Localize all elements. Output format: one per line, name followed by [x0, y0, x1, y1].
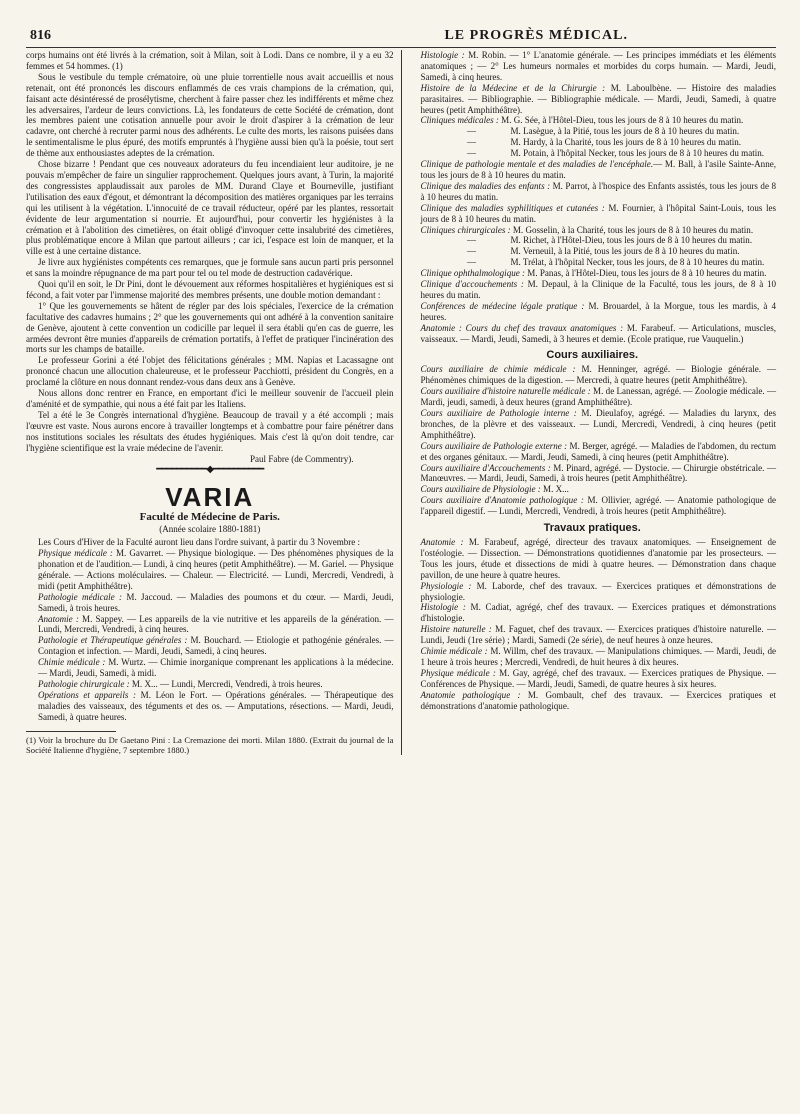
- clinic-entry-text: M. Farabeuf. — Articulations, muscles, vaisseaux. — Mardi, Jeudi, Samedi, à 3 heures et demie. (Ecole pratique, rue Vauquelin.): [420, 322, 776, 344]
- auxiliary-entry-text: M. Pinard, agrégé. — Dystocie. — Chirurgie obstétricale. — Manœuvres. — Mardi, Jeudi, Samedi, à trois heures (petit Amphithéâtre).: [420, 462, 776, 484]
- clinic-entry-heading: —: [466, 235, 477, 246]
- running-head: [26, 28, 776, 48]
- clinics-list: [409, 50, 777, 344]
- auxiliary-entry-text: M. Henninger, agrégé. — Biologie générale. — Phénomènes chimiques de la digestion. — Mercredi, à quatre heures (petit Amphithéâtre).: [420, 364, 776, 386]
- practical-entry-heading: Anatomie pathologique :: [420, 689, 521, 700]
- practical-entry-heading: Physiologie :: [420, 580, 472, 591]
- clinic-entry-heading: Cliniques médicales :: [420, 115, 499, 126]
- clinic-entry-text: M. Gosselin, à la Charité, tous les jours de 8 à 10 heures du matin.: [510, 224, 754, 235]
- clinic-entry-text: M. Lasègue, à la Pitié, tous les jours de 8 à 10 heures du matin.: [510, 126, 740, 137]
- clinic-entry-text: M. Fournier, à l'hôpital Saint-Louis, tous les jours de 8 à 10 heures du matin.: [420, 202, 777, 224]
- paragraph-gorini: Le professeur Gorini a été l'objet des félicitations générales ; MM. Napias et Lacassagne ont prononcé chacun une allocution chaleureuse, et le professeur Pacchiotti, président du Congrès, en a proclamé la clôture en nous donnant rendez-vous dans deux ans à Genève.: [26, 355, 394, 388]
- paragraph-motion: 1° Que les gouvernements se hâtent de régler par des lois spéciales, l'exercice de la crémation facultative des cadavres humains ; 2° que les gouvernements qui ont adhéré à la convention sanitaire de Genève, ajoutent à cette convention un codicille par lequel il sera établi qu'en cas de guerre, les armées devront être munies d'appareils de crémation portatifs, à l'effet de pratiquer l'incinération des morts sur les champs de bataille.: [26, 300, 394, 355]
- clinic-entry-text: M. Richet, à l'Hôtel-Dieu, tous les jours de 8 à 10 heures du matin.: [510, 235, 753, 246]
- practical-entry: [409, 602, 777, 624]
- clinic-entry-heading: Anatomie : Cours du chef des travaux anatomiques :: [420, 322, 624, 333]
- course-entry-text: M. Sappey. — Les appareils de la vie nutritive et les appareils de la génération. — Lundi, Mercredi, Vendredi, à cinq heures.: [38, 613, 394, 635]
- clinic-entry-heading: —: [466, 148, 477, 159]
- clinic-entry-heading: Clinique des maladies des enfants :: [420, 180, 551, 191]
- auxiliary-entry-text: M. Dieulafoy, agrégé. — Maladies du larynx, des bronches, de la plèvre et des vaisseaux. — Lundi, Mercredi, Vendredi, à cinq heures (petit Amphithéâtre).: [420, 408, 776, 440]
- clinic-entry: [409, 126, 777, 137]
- clinic-entry-heading: Clinique ophthalmologique :: [420, 268, 526, 279]
- clinic-entry-text: M. Panas, à l'Hôtel-Dieu, tous les jours de 8 à 10 heures du matin.: [525, 268, 767, 279]
- practical-entry-heading: Histologie :: [420, 602, 466, 613]
- clinic-entry: [409, 301, 777, 323]
- course-entry-heading: Pathologie et Thérapeutique générales :: [38, 635, 188, 646]
- clinic-entry-heading: —: [466, 257, 477, 268]
- paragraph-pini: Quoi qu'il en soit, le Dr Pini, dont le dévouement aux réformes hospitalières et hygiéniques est si fécond, a fait voter par l'immense majorité des membres présents, une double motion demandant :: [26, 279, 394, 300]
- practical-entry-text: M. Gay, agrégé, chef des travaux. — Exercices pratiques de Physique. — Conférences de Physique. — Mardi, Jeudi, Samedi, de quatre heures à six heures.: [420, 667, 777, 689]
- footnote: (1) Voir la brochure du Dr Gaetano Pini : La Cremazione dei morti. Milan 1880. (Extrait du journal de la Société Italienne d'hygiène, 7 septembre 1880.): [26, 734, 394, 755]
- clinic-entry-text: M. Verneuil, à la Pitié, tous les jours de 8 à 10 heures du matin.: [510, 246, 740, 257]
- clinic-entry: [409, 279, 777, 301]
- practical-entry-heading: Histoire naturelle :: [420, 624, 492, 635]
- practical-work-list: [409, 537, 777, 712]
- practical-entry-text: M. Gombault, chef des travaux. — Exercices pratiques et démonstrations d'anatomie pathologique.: [420, 689, 776, 711]
- course-entry-text: M. Bouchard. — Etiologie et pathogénie générales. — Contagion et infection. — Mardi, Jeudi, Samedi, à cinq heures.: [38, 635, 394, 657]
- school-year: (Année scolaire 1880-1881): [159, 524, 261, 535]
- course-entry-heading: Pathologie chirurgicale :: [38, 678, 130, 689]
- clinic-entry-text: M. G. Sée, à l'Hôtel-Dieu, tous les jours de 8 à 10 heures du matin.: [498, 115, 744, 126]
- clinic-entry-heading: —: [466, 246, 477, 257]
- course-entry: [26, 635, 394, 657]
- course-entry-heading: Pathologie médicale :: [38, 591, 123, 602]
- clinic-entry: [409, 50, 777, 83]
- clinic-entry-heading: Clinique d'accouchements :: [420, 279, 524, 290]
- author-signature: Paul Fabre (de Commentry).: [249, 453, 354, 464]
- practical-entry: [409, 690, 777, 712]
- ornamental-divider: ━━━━━━━━━━◆━━━━━━━━━━: [156, 464, 264, 476]
- faculty-heading: Faculté de Médecine de Paris.: [139, 511, 280, 524]
- clinic-entry: [409, 137, 777, 148]
- auxiliary-entry-text: M. Ollivier, agrégé. — Anatomie pathologique de l'appareil digestif. — Lundi, Mercredi, Vendredi, à trois heures (petit Amphithéâtre).: [420, 495, 776, 517]
- clinic-entry: [409, 148, 777, 159]
- auxiliary-entry-heading: Cours auxiliaire de Physiologie :: [420, 484, 541, 495]
- course-entry: [26, 657, 394, 679]
- practical-entry-text: M. Faguet, chef des travaux. — Exercices pratiques d'histoire naturelle. — Lundi, Jeudi (1re série) ; Mardi, Samedi (2e série), de neuf heures à onze heures.: [420, 624, 776, 646]
- practical-entry-text: M. Farabeuf, agrégé, directeur des travaux anatomiques. — Enseignement de l'ostéologie. — Dissection. — Démonstrations quotidiennes d'anatomie par les prosecteurs. — Tous les jours, étude et dissections de midi à quatre heures. — Démonstration dans chaque pavillon, de une heure à quatre heures.: [420, 536, 776, 580]
- practical-entry-heading: Anatomie :: [420, 536, 464, 547]
- clinic-entry-text: — M. Ball, à l'asile Sainte-Anne, tous les jours de 8 à 10 heures du matin.: [420, 159, 776, 180]
- clinic-entry-heading: —: [466, 126, 477, 137]
- auxiliary-entry: [409, 484, 777, 495]
- practical-entry-heading: Physique médicale :: [420, 667, 496, 678]
- clinic-entry-text: M. Potain, à l'hôpital Necker, tous les jours de 8 à 10 heures du matin.: [510, 148, 765, 159]
- clinic-entry-text: M. Depaul, à la Clinique de la Faculté, tous les jours, de 8 à 10 heures du matin.: [420, 279, 776, 300]
- practical-entry: [409, 646, 777, 668]
- clinic-entry-text: M. Brouardel, à la Morgue, tous les mardis, à 4 heures.: [420, 300, 776, 322]
- clinic-entry: [409, 268, 777, 279]
- clinic-entry: [409, 203, 777, 225]
- clinic-entry: [409, 235, 777, 246]
- clinic-entry-heading: Clinique de pathologie mentale et des maladies de l'encéphale.: [420, 159, 654, 170]
- auxiliary-entry-heading: Cours auxiliaire de Pathologie externe :: [420, 440, 568, 451]
- clinic-entry-heading: Clinique des maladies syphilitiques et cutanées :: [420, 202, 605, 213]
- two-columns: [26, 50, 776, 755]
- auxiliary-entry: [409, 364, 777, 386]
- course-entry-heading: Chimie médicale :: [38, 657, 106, 668]
- journal-title: LE PROGRÈS MÉDICAL.: [444, 28, 628, 43]
- course-entry-heading: Opérations et appareils :: [38, 689, 137, 700]
- practical-entry: [409, 537, 777, 581]
- clinic-entry-heading: Histoire de la Médecine et de la Chirurgie :: [420, 82, 606, 93]
- clinic-entry: [409, 323, 777, 345]
- practical-entry-text: M. Cadiat, agrégé, chef des travaux. — Exercices pratiques et démonstrations d'histologie.: [420, 602, 777, 624]
- footnote-rule: [26, 731, 116, 732]
- auxiliary-entry: [409, 441, 777, 463]
- clinic-entry-heading: Conférences de médecine légale pratique :: [420, 300, 585, 311]
- course-entry: [26, 614, 394, 636]
- course-entry-heading: Physique médicale :: [38, 548, 113, 559]
- clinic-entry-text: M. Hardy, à la Charité, tous les jours de 8 à 10 heures du matin.: [510, 137, 742, 148]
- course-entry-text: M. Jaccoud. — Maladies des poumons et du cœur. — Mardi, Jeudi, Samedi, à trois heures.: [38, 591, 394, 613]
- course-entry-text: M. Wurtz. — Chimie inorganique comprenant les applications à la médecine. — Mardi, Jeudi, Samedi, à midi.: [38, 657, 394, 679]
- practical-entry: [409, 581, 777, 603]
- clinic-entry-text: M. Laboulbène. — Histoire des maladies parasitaires. — Bibliographie. — Bibliographie médicale. — Mardi, Jeudi, Samedi, à quatre heures (petit Amphithéâtre).: [420, 82, 777, 115]
- auxiliary-entry: [409, 495, 777, 517]
- auxiliary-entry-text: M. X...: [540, 484, 569, 495]
- clinic-entry: [409, 159, 777, 181]
- clinic-entry: [409, 257, 777, 268]
- practical-entry: [409, 668, 777, 690]
- clinic-entry: [409, 246, 777, 257]
- page-number: 816: [30, 28, 51, 43]
- winter-courses-list: [26, 548, 394, 723]
- paragraph-temple: Sous le vestibule du temple crématoire, où une pluie torrentielle nous avait accueillis et nous retenait, ont été prononcés les discours enflammés de ces vrais champions de la crémation, qui, faisant acte désintéressé de prosélytisme, cherchent à faire passer chez les indifférents et même chez les adversaires, l'ardeur de leurs convictions. Là, les fondateurs de cette Société de crémation, dont les membres paient une cotisation annuelle pour avoir le droit d'aspirer à la crémation de leur cadavre, ont cherché à recruter parmi nous des adhérents. Le culte des morts, les raisons puisées dans le sentimentalisme le plus épuré, des motifs empruntés à l'hygiène aussi bien qu'à la poésie, tout sert de thème aux enthousiastes adeptes de la crémation.: [26, 71, 394, 159]
- clinic-entry-heading: —: [466, 137, 477, 148]
- practical-entry: [409, 624, 777, 646]
- course-entry: [26, 679, 394, 690]
- clinic-entry-heading: Cliniques chirurgicales :: [420, 224, 511, 235]
- auxiliary-courses-list: [409, 364, 777, 517]
- paragraph-je-livre: Je livre aux hygiénistes compétents ces remarques, que je formule sans aucun parti pris personnel et sans la moindre répugnance de ma part pour tel ou tel mode de destruction cadavérique.: [26, 257, 394, 279]
- practical-work-title: Travaux pratiques.: [543, 522, 641, 535]
- auxiliary-entry: [409, 408, 777, 441]
- auxiliary-entry-heading: Cours auxiliaire d'Accouchements :: [420, 462, 551, 473]
- practical-entry-heading: Chimie médicale :: [420, 646, 488, 657]
- clinic-entry: [409, 115, 777, 126]
- paragraph-chose-bizarre: Chose bizarre ! Pendant que ces nouveaux adorateurs du feu incendiaient leur auditoire, je ne pouvais m'empêcher de faire un singulier rapprochement. Quelques jours avant, à Turin, la majorité des congressistes applaudissait aux paroles de MM. Durand Claye et Bourneville, justifiant l'utilisation des eaux d'égout, et démontrant la décomposition des matières organiques par les terrains qui les utilisent à la végétation. L'innocuité de ce travail réducteur, opéré par les plantes, ressortait évidente de leur argumentation si nourrie. Et aujourd'hui, pour convertir les hygiénistes à la crémation et à l'abolition des cimetières, on était obligé d'invoquer cette insalubrité des cimetières, plus problématique encore à Milan que partout ailleurs ; car ici, l'espace est loin de manquer, et la ville est à une certaine distance.: [26, 159, 394, 257]
- auxiliary-courses-title: Cours auxiliaires.: [546, 349, 639, 362]
- course-entry-heading: Anatomie :: [38, 613, 79, 624]
- clinic-entry-text: M. Robin. — 1° L'anatomie générale. — Les principes immédiats et les éléments anatomiques ; — 2° Les humeurs normales et morbides du corps humain. — Mardi, Jeudi, Samedi, à cinq heures.: [420, 50, 776, 82]
- section-title-varia: VARIA: [165, 482, 255, 513]
- auxiliary-entry-heading: Cours auxiliaire de Pathologie interne :: [420, 408, 577, 418]
- courses-intro: Les Cours d'Hiver de la Faculté auront lieu dans l'ordre suivant, à partir du 3 Novembre :: [38, 537, 361, 548]
- clinic-entry-text: M. Trélat, à l'hôpital Necker, tous les jours, de 8 à 10 heures du matin.: [510, 257, 765, 268]
- clinic-entry-text: M. Parrot, à l'hospice des Enfants assistés, tous les jours de 8 à 10 heures du matin.: [420, 180, 776, 202]
- right-column: [401, 50, 777, 755]
- course-entry: [26, 592, 394, 614]
- auxiliary-entry-heading: Cours auxiliaire de chimie médicale :: [420, 364, 576, 375]
- auxiliary-entry-text: M. de Lanessan, agrégé. — Zoologie médicale. — Mardi, jeudi, samedi, à deux heures (grand Amphithéâtre).: [420, 386, 776, 408]
- clinic-entry-heading: Histologie :: [420, 50, 465, 60]
- course-entry: [26, 548, 394, 592]
- paragraph-retour: Nous allons donc rentrer en France, en emportant d'ici le meilleur souvenir de l'accueil plein d'aménité et de sympathie, qui nous a été fait par les Italiens.: [26, 388, 394, 409]
- course-entry-text: M. Léon le Fort. — Opérations générales. — Thérapeutique des maladies des vaisseaux, des téguments et des os. — Amputations, résections. — Mardi, Jeudi, Samedi, à quatre heures.: [38, 689, 394, 722]
- course-entry-text: M. X... — Lundi, Mercredi, Vendredi, à trois heures.: [129, 678, 323, 689]
- practical-entry-text: M. Willm, chef des travaux. — Manipulations chimiques. — Mardi, Jeudi, de 1 heure à trois heures ; Mercredi, Vendredi, de huit heures à dix heures.: [420, 646, 776, 667]
- clinic-entry: [409, 181, 777, 203]
- course-entry-text: M. Gavarret. — Physique biologique. — Des phénomènes physiques de la phonation et de l'audition.— Lundi, à cinq heures (petit Amphithéâtre). — M. Gariel. — Physique générale. — Actions moléculaires. — Chaleur. — Electricité. — Lundi, Mercredi, Vendredi, à midi (petit Amphithéâtre).: [38, 548, 394, 591]
- clinic-entry: [409, 225, 777, 236]
- clinic-entry: [409, 83, 777, 116]
- course-entry: [26, 690, 394, 723]
- paragraph-cremation-count: corps humains ont été livrés à la crémation, soit à Milan, soit à Lodi. Dans ce nombre, il y a eu 32 femmes et 54 hommes. (1): [26, 50, 394, 71]
- auxiliary-entry: [409, 386, 777, 408]
- auxiliary-entry: [409, 463, 777, 485]
- auxiliary-entry-heading: Cours auxiliaire d'histoire naturelle médicale :: [420, 386, 591, 397]
- paragraph-conclusion: Tel a été le 3e Congrès international d'hygiène. Beaucoup de travail y a été accompli ; mais l'œuvre est vaste. Nous aurons encore à travailler longtemps et à combattre pour faire pénétrer dans nos institutions sociales les résultats des études hygiéniques. Mais c'est là qu'on doit tendre, car l'hygiène scientifique est la vraie médecine de l'avenir.: [26, 409, 394, 453]
- auxiliary-entry-text: M. Berger, agrégé. — Maladies de l'abdomen, du rectum et des organes génitaux. — Mardi, Jeudi, Samedi, à cinq heures (petit Amphithéâtre).: [420, 440, 776, 462]
- practical-entry-text: M. Laborde, chef des travaux. — Exercices pratiques et démonstrations de physiologie.: [420, 580, 776, 602]
- left-column: [26, 50, 401, 755]
- auxiliary-entry-heading: Cours auxiliaire d'Anatomie pathologique :: [420, 495, 584, 506]
